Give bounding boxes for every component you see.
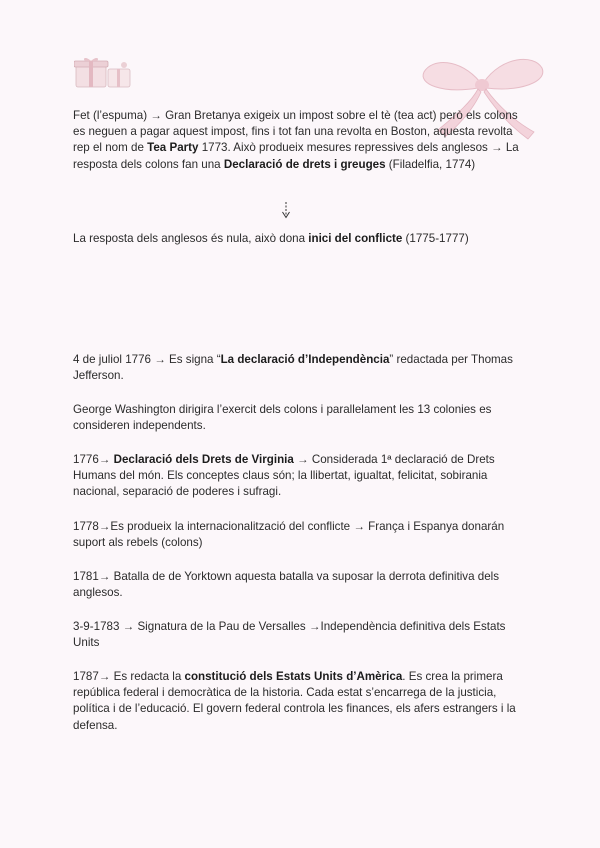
- arrow-down-icon: [281, 201, 291, 219]
- paragraph-yorktown: 1781→ Batalla de de Yorktown aquesta batalla va suposar la derrota definitiva dels anglesos.: [73, 570, 500, 600]
- paragraph-declaracio-independencia: 4 de juliol 1776 → Es signa “La declaració d’Independència” redactada per Thomas Jefferson.: [73, 353, 513, 383]
- paragraph-tea-party: Fet (l’espuma) → Gran Bretanya exigeix un impost sobre el tè (tea act) però els colons es neguen a pagar aquest impost, fins i tot fan una revolta en Boston, aquesta revolta rep el nom de Tea Party 1773. Això produeix mesures repressives dels anglesos → La resposta dels colons fan una Declaració de drets i greuges (Filadelfia, 1774): [73, 109, 519, 171]
- gift-box-illustration: [74, 57, 132, 91]
- paragraph-inici-conflicte: La resposta dels anglesos és nula, això dona inici del conflicte (1775-1777): [73, 232, 469, 245]
- paragraph-pau-versalles: 3-9-1783 → Signatura de la Pau de Versalles →Independència definitiva dels Estats Units: [73, 620, 506, 650]
- paragraph-george-washington: George Washington dirigira l’exercit dels colons i parallelament les 13 colonies es consideren independents.: [73, 403, 492, 433]
- paragraph-drets-virginia: 1776→ Declaració dels Drets de Virginia → Considerada 1ª declaració de Drets Humans del món. Els conceptes claus són; la llibertat, igualtat, felicitat, sobirania nacional, separació de poderes i sufragi.: [73, 453, 495, 499]
- paragraph-internacionalitzacio: 1778→Es produeix la internacionalització del conflicte → França i Espanya donarán suport als rebels (colons): [73, 520, 505, 550]
- paragraph-constitucio: 1787→ Es redacta la constitució dels Estats Units d’Amèrica. Es crea la primera república federal i democràtica de la historia. Cada estat s’encarrega de la justicia, política i de l’educació. El govern federal controla les finances, els afers estrangers i la defensa.: [73, 670, 516, 732]
